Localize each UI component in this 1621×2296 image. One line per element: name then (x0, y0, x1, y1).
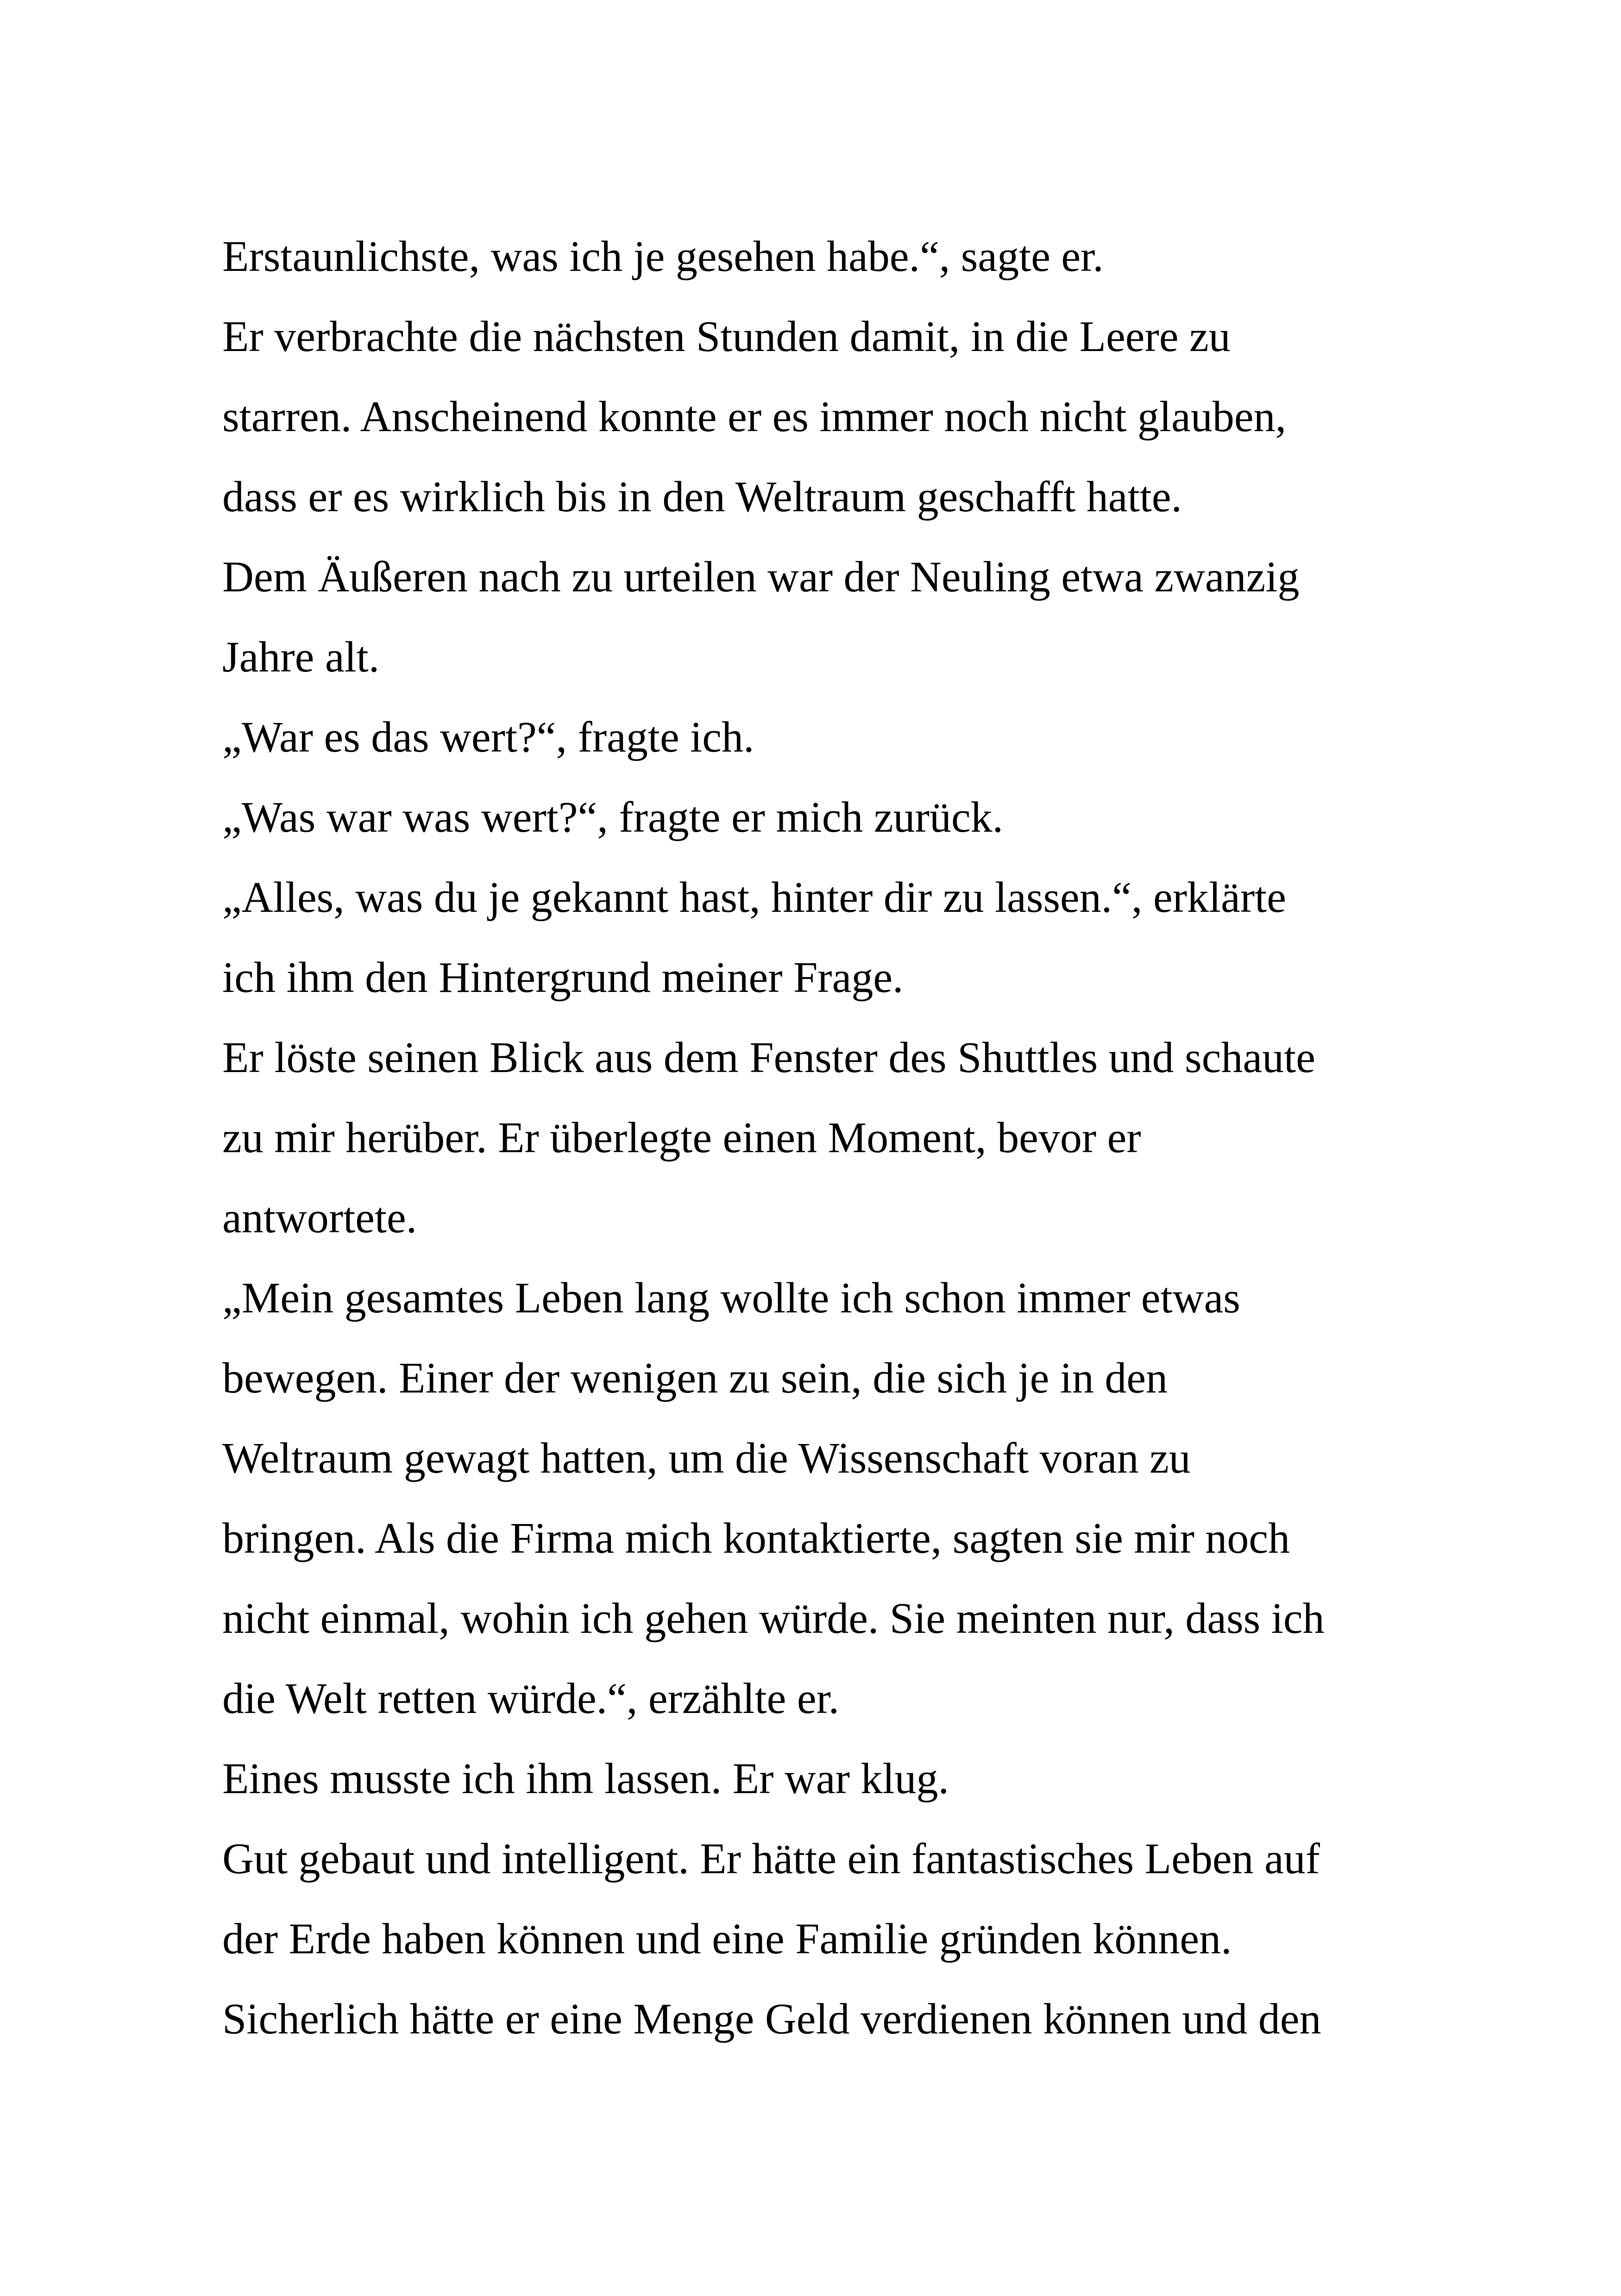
text-line: antwortete. (222, 1194, 417, 1242)
text-line: „Alles, was du je gekannt hast, hinter dir zu lassen.“, erklärte (222, 873, 1286, 922)
text-line: ich ihm den Hintergrund meiner Frage. (222, 954, 904, 1002)
text-line: Er verbrachte die nächsten Stunden damit, in die Leere zu (222, 313, 1231, 361)
text-line: Weltraum gewagt hatten, um die Wissenschaft voran zu (222, 1434, 1191, 1482)
text-line: Er löste seinen Blick aus dem Fenster des Shuttles und schaute (222, 1034, 1316, 1082)
text-line: „Was war was wert?“, fragte er mich zurück. (222, 793, 1004, 841)
text-line: „War es das wert?“, fragte ich. (222, 713, 754, 761)
text-line: Dem Äußeren nach zu urteilen war der Neuling etwa zwanzig (222, 553, 1300, 601)
text-line: zu mir herüber. Er überlegte einen Moment, bevor er (222, 1114, 1141, 1162)
text-line: die Welt retten würde.“, erzählte er. (222, 1675, 840, 1723)
text-line: Jahre alt. (222, 633, 380, 681)
text-line: Sicherlich hätte er eine Menge Geld verdienen können und den (222, 1995, 1321, 2043)
text-line: Erstaunlichste, was ich je gesehen habe.“, sagte er. (222, 232, 1104, 281)
text-line: Gut gebaut und intelligent. Er hätte ein fantastisches Leben auf (222, 1835, 1320, 1883)
text-line: nicht einmal, wohin ich gehen würde. Sie meinten nur, dass ich (222, 1594, 1325, 1643)
text-line: der Erde haben können und eine Familie gründen können. (222, 1915, 1232, 1963)
text-line: bewegen. Einer der wenigen zu sein, die sich je in den (222, 1354, 1168, 1402)
text-line: Eines musste ich ihm lassen. Er war klug. (222, 1755, 949, 1803)
text-line: bringen. Als die Firma mich kontaktierte, sagten sie mir noch (222, 1514, 1290, 1562)
text-line: starren. Anscheinend konnte er es immer noch nicht glauben, (222, 393, 1287, 441)
text-line: dass er es wirklich bis in den Weltraum geschafft hatte. (222, 473, 1182, 521)
body-text (222, 217, 1473, 2059)
text-line: „Mein gesamtes Leben lang wollte ich schon immer etwas (222, 1274, 1240, 1322)
